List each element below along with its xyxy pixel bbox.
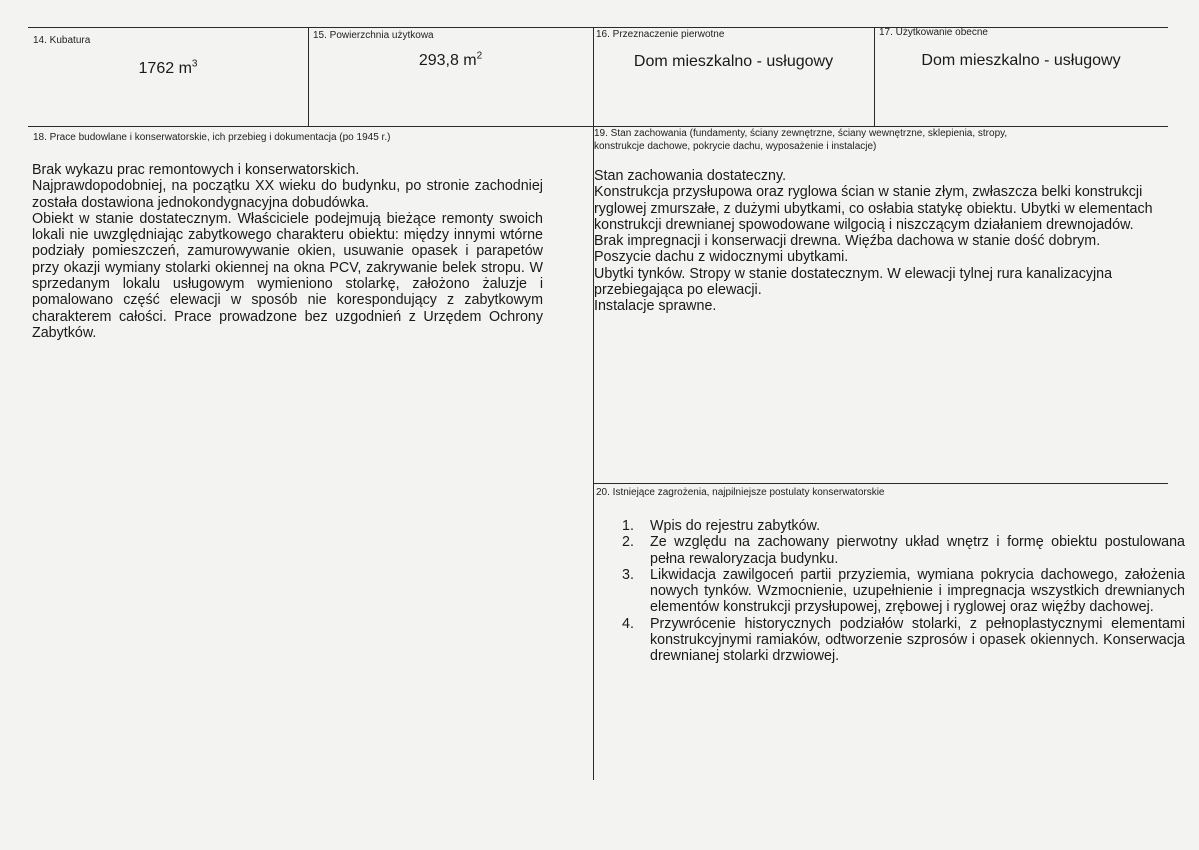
postulate-number: 2. — [622, 534, 634, 551]
postulate-number: 4. — [622, 615, 634, 632]
condition-label-line2: konstrukcje dachowe, pokrycie dachu, wyposażenie i instalacje) — [594, 141, 877, 152]
usable-area-number: 293,8 m — [418, 52, 477, 69]
col-divider-3 — [874, 27, 875, 126]
postulate-number: 3. — [622, 566, 634, 583]
cubature-value — [28, 60, 308, 78]
cubature-label: 14. Kubatura — [33, 35, 91, 46]
cubature-unit-sup: 3 — [191, 58, 198, 70]
works-paragraph-1: Brak wykazu prac remontowych i konserwatorskich. — [32, 162, 360, 178]
works-text — [32, 162, 543, 341]
cubature-number: 1762 m — [138, 60, 192, 77]
postulate-text: Ze względu na zachowany pierwotny układ wnętrz i formę obiektu postulowana pełna rewaloryzacja budynku. — [650, 534, 1185, 567]
postulate-item-4 — [622, 615, 1185, 665]
threats-label: 20. Istniejące zagrożenia, najpilniejsze postulaty konserwatorskie — [596, 487, 885, 498]
current-use-value: Dom mieszkalno - usługowy — [921, 52, 1121, 69]
postulate-text: Przywrócenie historycznych podziałów stolarki, z pełnoplastycznymi elementami konstrukcyjnymi ramiaków, odtworzenie szprosów i opasek okiennych. Konserwacja drewnianej stolarki drzwiowej. — [650, 615, 1185, 665]
top-rule — [28, 27, 1168, 28]
works-paragraph-3: Obiekt w stanie dostatecznym. Właściciele podejmują bieżące remonty swoich lokali nie uwzględniając zabytkowego charakteru obiektu: między innymi wtórne podziały pomieszczeń, zamurowywanie okien, usuwanie opasek i parapetów przy okazji wymiany stolarki okiennej na okna PCV, zakrywanie belek stropu. W sprzedanym lokalu usługowym wymieniono stolarkę, założono żaluzje i pomalowano część elewacji w sposób nie korespondujący z zabytkowym charakterem całości. Prace prowadzone bez uzgodnień z Urzędem Ochrony Zabytków. — [32, 210, 543, 341]
condition-paragraph-2: Konstrukcja przysłupowa oraz ryglowa ścian w stanie złym, zwłaszcza belki konstrukcji ryglowej zmurszałe, z dużymi ubytkami, co osłabia statykę obiektu. Ubytki w elementach konstrukcji drewnianej spowodowane wilgocią i niszczącym działaniem drewnojadów. Brak impregnacji i konserwacji drewna. Więźba dachowa w stanie dość dobrym. Poszycie dachu z widocznymi ubytkami. — [594, 184, 1153, 266]
original-use-value: Dom mieszkalno - usługowy — [633, 53, 834, 70]
condition-paragraph-4: Instalacje sprawne. — [594, 298, 717, 315]
current-use-label: 17. Użytkowanie obecne — [879, 27, 988, 38]
usable-area-value — [308, 52, 593, 70]
works-paragraph-2: Najprawdopodobniej, na początku XX wieku do budynku, po stronie zachodniej została dostawiona jednokondygnacyjna dobudówka. — [32, 178, 543, 211]
row1-bottom-rule — [28, 126, 1168, 127]
condition-paragraph-1: Stan zachowania dostateczny. — [594, 168, 787, 184]
postulate-number: 1. — [622, 518, 634, 534]
postulate-item-2 — [622, 534, 1185, 567]
works-label: 18. Prace budowlane i konserwatorskie, ich przebieg i dokumentacja (po 1945 r.) — [33, 132, 391, 143]
condition-text — [594, 168, 1160, 315]
condition-label-line1: 19. Stan zachowania (fundamenty, ściany zewnętrzne, ściany wewnętrzne, sklepienia, stropy, — [594, 128, 1008, 139]
section20-top-rule — [593, 483, 1168, 484]
postulate-item-3 — [622, 566, 1185, 616]
usable-area-label: 15. Powierzchnia użytkowa — [313, 30, 434, 41]
postulate-text: Wpis do rejestru zabytków. — [650, 518, 821, 534]
col-divider-1 — [308, 27, 309, 126]
postulate-item-1 — [622, 518, 1185, 534]
condition-paragraph-3: Ubytki tynków. Stropy w stanie dostatecznym. W elewacji tylnej rura kanalizacyjna przebiegająca po elewacji. — [594, 265, 1113, 299]
postulates-list — [596, 518, 1185, 665]
original-use-label: 16. Przeznaczenie pierwotne — [596, 29, 725, 40]
postulate-text: Likwidacja zawilgoceń partii przyziemia, wymiana pokrycia dachowego, założenia nowych tynków. Wzmocnienie, uzupełnienie i impregnacja wszystkich drewnianych elementów konstrukcji przysłupowej, zrębowej i ryglowej oraz więźby dachowej. — [650, 566, 1185, 616]
usable-area-unit-sup: 2 — [476, 50, 483, 62]
